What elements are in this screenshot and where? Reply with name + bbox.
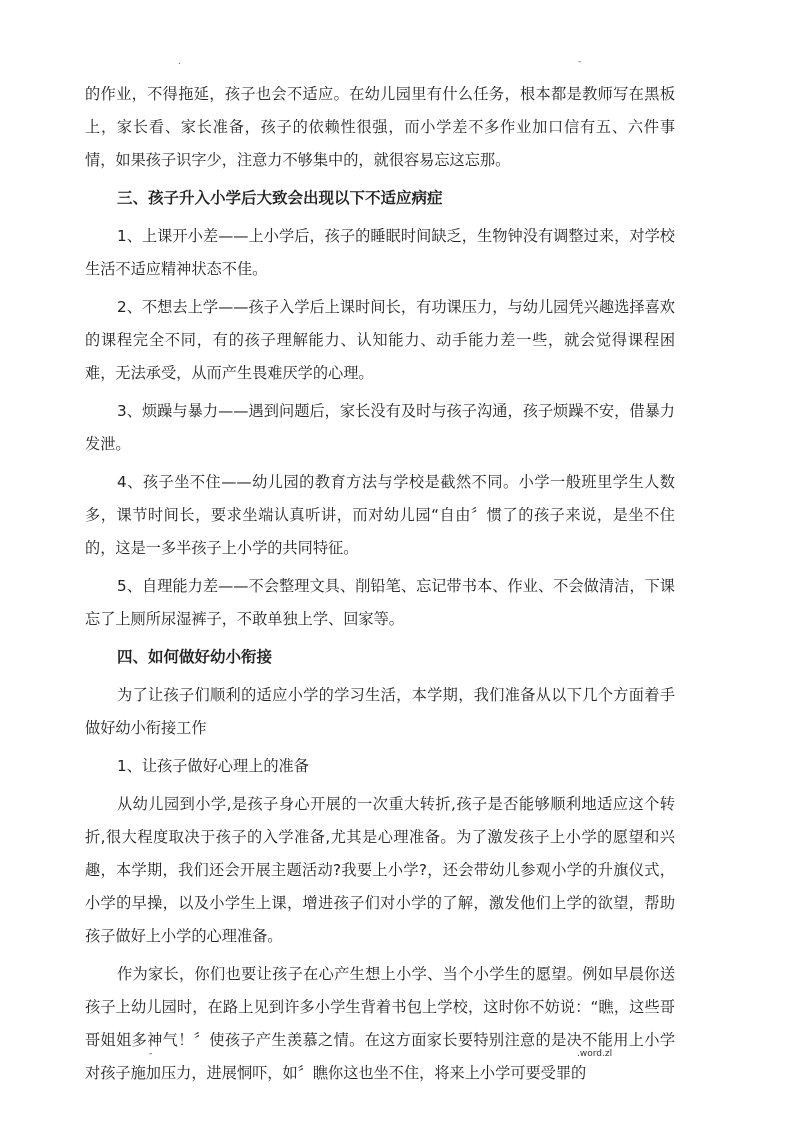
paragraph: 4、孩子坐不住——幼儿园的教育方法与学校是截然不同。小学一般班里学生人数多，课节时间长，要求坐端认真听讲，而对幼儿园“自由〞惯了的孩子来说，是坐不住的，这是一多半孩子上小学的共同特征。 — [85, 473, 675, 557]
paragraph: 从幼儿园到小学,是孩子身心开展的一次重大转折,孩子是否能够顺利地适应这个转折,很大程度取决于孩子的入学准备,尤其是心理准备。为了激发孩子上小学的愿望和兴趣，本学期，我们还会开展主题活动?我要上小学?，还会带幼儿参观小学的升旗仪式，小学的早操，以及小学生上课，增进孩子们对小学的了解，激发他们上学的欲望，帮助孩子做好上小学的心理准备。 — [85, 795, 675, 945]
paragraph: 为了让孩子们顺利的适应小学的学习生活，本学期，我们准备从以下几个方面着手做好幼小衔接工作 — [85, 686, 675, 737]
document-body — [85, 78, 675, 1095]
subheading-paragraph: 1、让孩子做好心理上的准备 — [117, 757, 309, 775]
paragraph: 3、烦躁与暴力——遇到问题后，家长没有及时与孩子沟通，孩子烦躁不安，借暴力发泄。 — [85, 402, 675, 453]
paragraph: 1、上课开小差——上小学后，孩子的睡眠时间缺乏，生物钟没有调整过来，对学校生活不适应精神状态不佳。 — [85, 227, 675, 278]
paragraph: 的作业，不得拖延，孩子也会不适应。在幼儿园里有什么任务，根本都是教师写在黑板上，家长看、家长准备，孩子的依赖性很强，而小学差不多作业加口信有五、六件事情，如果孩子识字少，注意力不够集中的，就很容易忘这忘那。 — [85, 85, 675, 169]
footer-left-mark: - — [149, 1049, 153, 1059]
paragraph: 5、自理能力差——不会整理文具、削铅笔、忘记带书本、作业、不会做清洁，下课忘了上厕所尿湿裤子，不敢单独上学、回家等。 — [85, 577, 675, 628]
section-heading: 四、如何做好幼小衔接 — [117, 648, 273, 666]
paragraph: 2、不想去上学——孩子入学后上课时间长，有功课压力，与幼儿园凭兴趣选择喜欢的课程完全不同，有的孩子理解能力、认知能力、动手能力差一些，就会觉得课程困难，无法承受，从而产生畏难厌学的心理。 — [85, 298, 675, 382]
footer-right-mark: .word.zl — [577, 1049, 613, 1059]
header-right-mark: - — [578, 57, 582, 67]
section-heading: 三、孩子升入小学后大致会出现以下不适应病症 — [117, 189, 443, 207]
paragraph: 作为家长，你们也要让孩子在心产生想上小学、当个小学生的愿望。例如早晨你送孩子上幼儿园时，在路上见到许多小学生背着书包上学校，这时你不妨说：“瞧，这些哥哥姐姐多神气！〞使孩子产生羡慕之情。在这方面家长要特别注意的是决不能用上小学对孩子施加压力，进展恫吓，如〞瞧你这也坐不住，将来上小学可要受罪的 — [85, 965, 675, 1082]
header-left-mark: . — [178, 57, 181, 67]
